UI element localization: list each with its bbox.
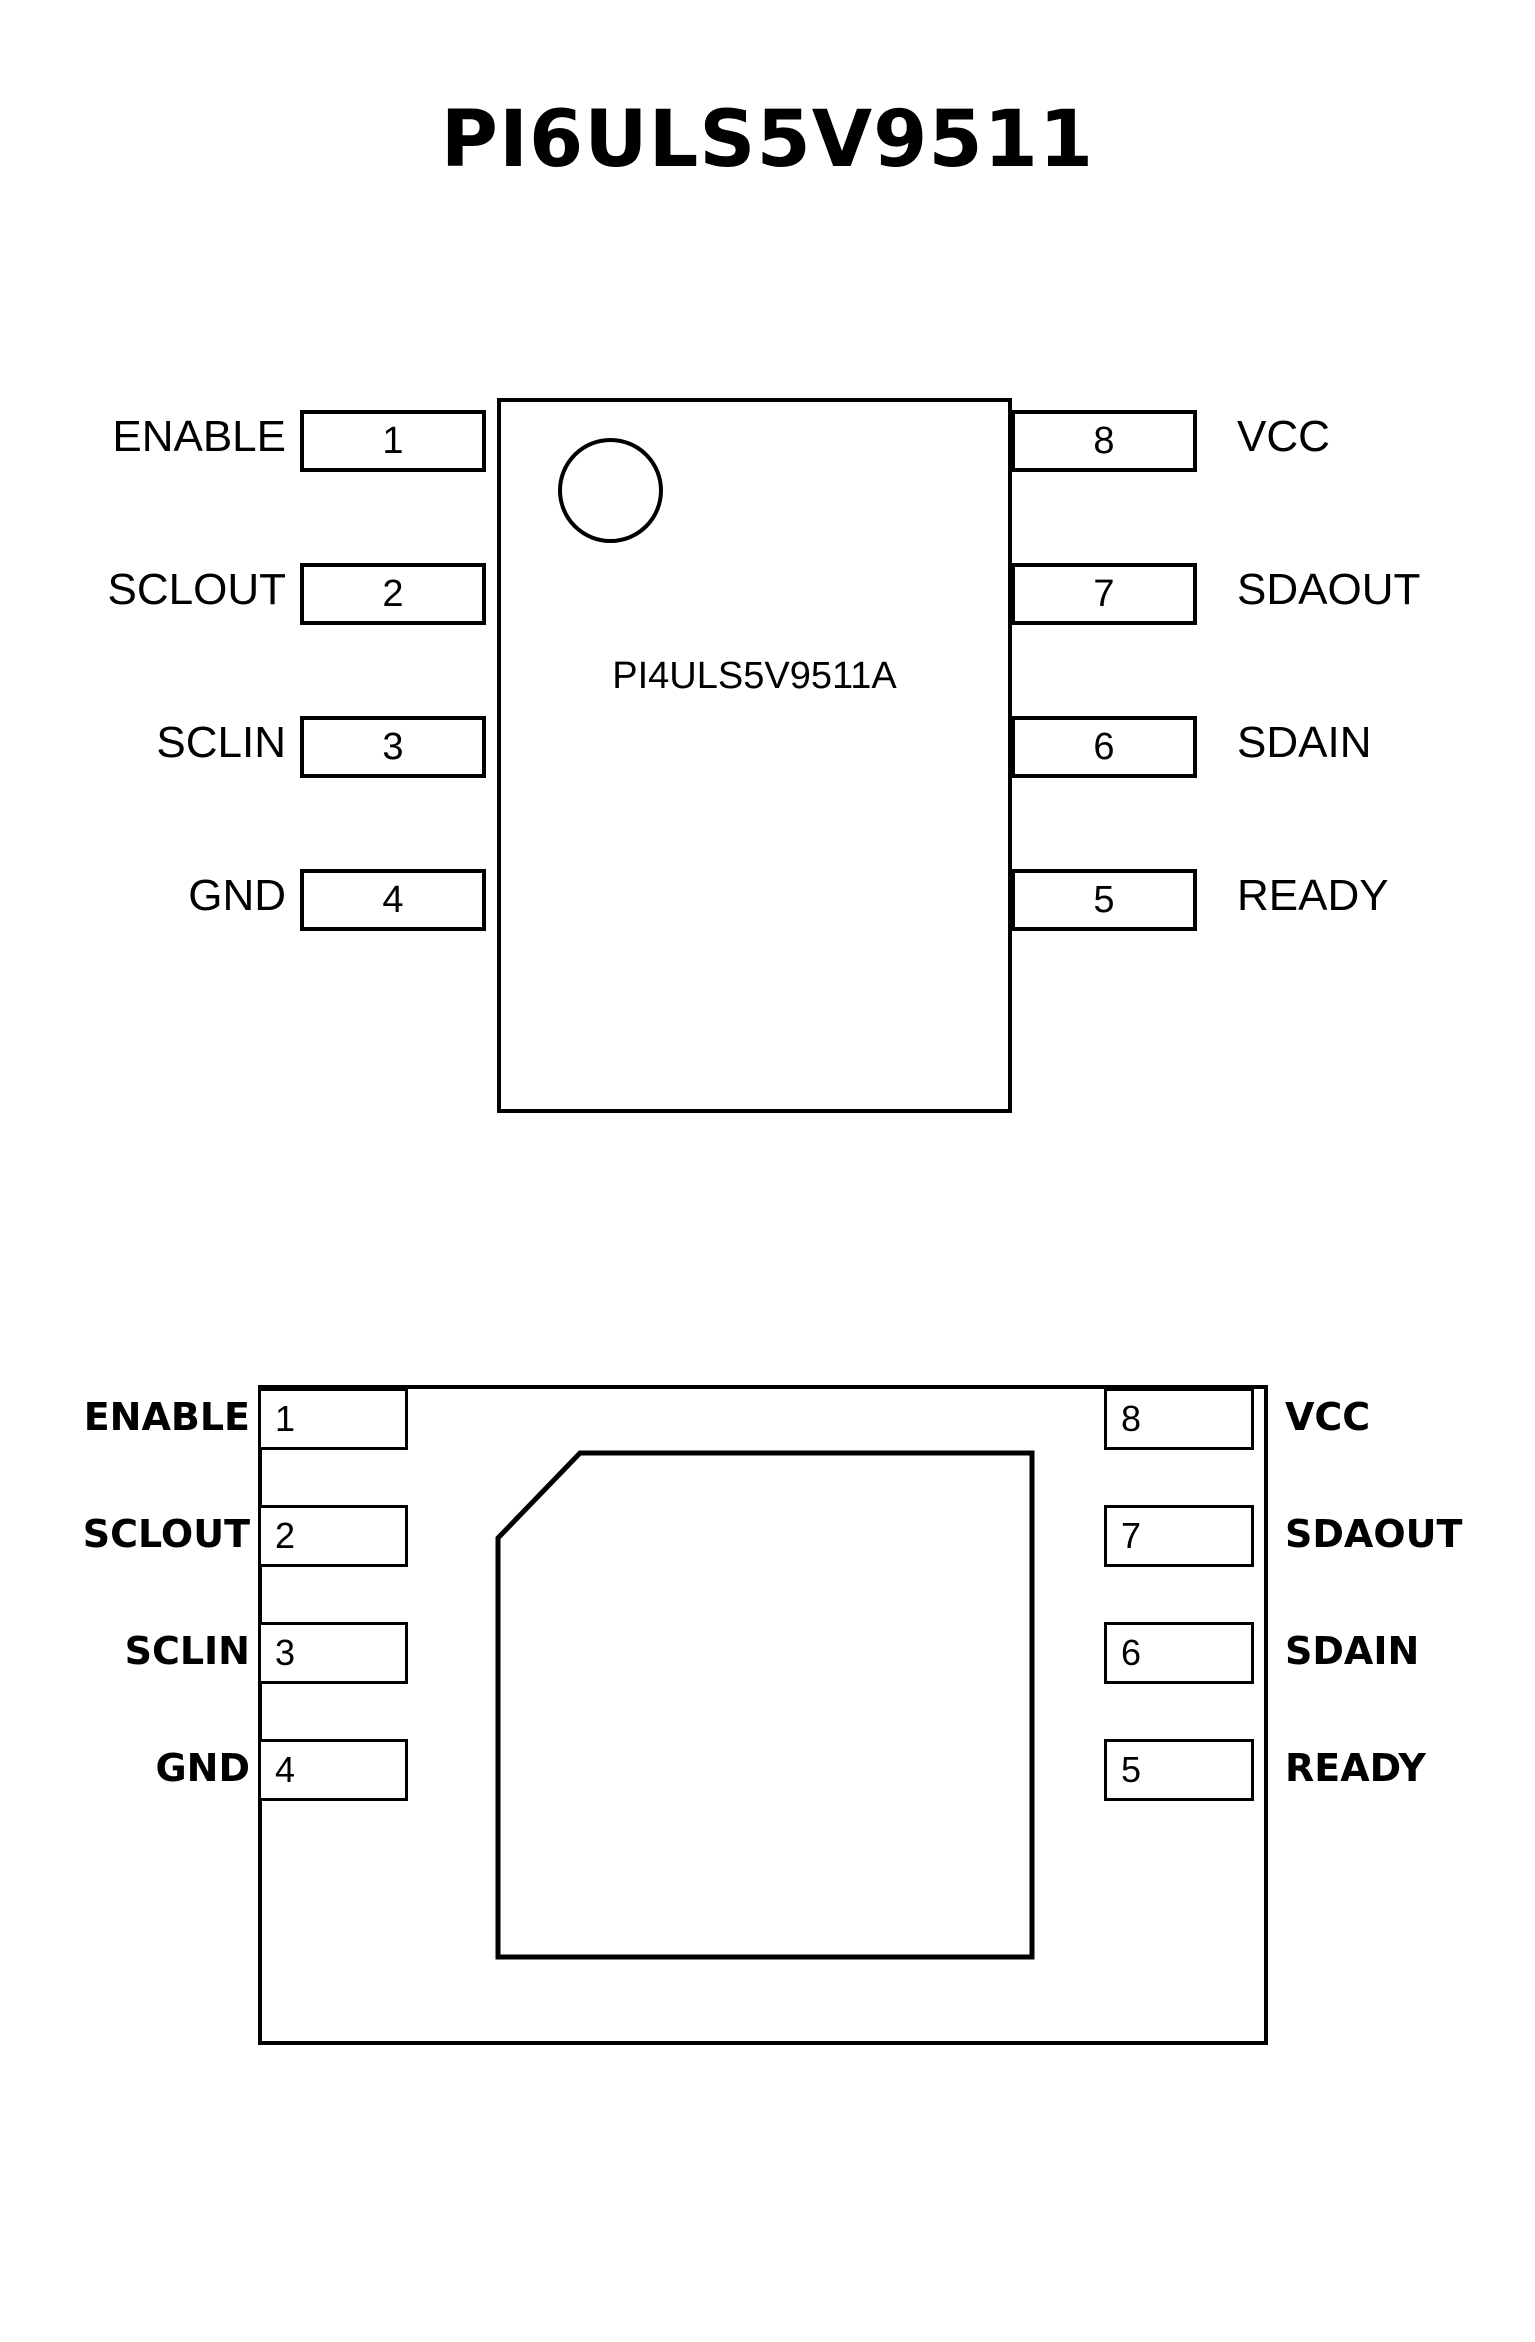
dfn-pin-8: 8 <box>1104 1388 1254 1450</box>
soic-label-sdaout: SDAOUT <box>1237 565 1421 614</box>
dfn-label-sdaout: SDAOUT <box>1285 1512 1463 1556</box>
soic-part-number: PI4ULS5V9511A <box>612 655 897 697</box>
soic-package-diagram <box>0 360 1535 1150</box>
dfn-thermal-pad-icon <box>495 1450 1035 1960</box>
soic-label-enable: ENABLE <box>112 412 286 461</box>
dfn-pin-4: 4 <box>258 1739 408 1801</box>
soic-pin-6: 6 <box>1011 716 1197 778</box>
soic-pin-4: 4 <box>300 869 486 931</box>
soic-pin-5: 5 <box>1011 869 1197 931</box>
soic-label-gnd: GND <box>188 871 286 920</box>
soic-pin-1: 1 <box>300 410 486 472</box>
dfn-pin-5: 5 <box>1104 1739 1254 1801</box>
dfn-label-enable: ENABLE <box>83 1395 250 1439</box>
dfn-label-sdain: SDAIN <box>1285 1629 1420 1673</box>
dfn-pin-3: 3 <box>258 1622 408 1684</box>
dfn-label-ready: READY <box>1285 1746 1426 1790</box>
dfn-pin-7: 7 <box>1104 1505 1254 1567</box>
dfn-pin-2: 2 <box>258 1505 408 1567</box>
soic-label-ready: READY <box>1237 871 1389 920</box>
soic-pin-3: 3 <box>300 716 486 778</box>
dfn-label-sclin: SCLIN <box>124 1629 250 1673</box>
soic-pin-7: 7 <box>1011 563 1197 625</box>
dfn-pin-6: 6 <box>1104 1622 1254 1684</box>
soic-pin-8: 8 <box>1011 410 1197 472</box>
soic-label-sclin: SCLIN <box>156 718 286 767</box>
dfn-label-vcc: VCC <box>1285 1395 1371 1439</box>
dfn-pin-1: 1 <box>258 1388 408 1450</box>
soic-label-sdain: SDAIN <box>1237 718 1372 767</box>
soic-label-sclout: SCLOUT <box>107 565 286 614</box>
page-title: PI6ULS5V9511 <box>440 95 1095 185</box>
dfn-label-gnd: GND <box>155 1746 250 1790</box>
dfn-package-diagram <box>0 1340 1535 2160</box>
pin-1-dot-icon <box>558 438 663 543</box>
dfn-label-sclout: SCLOUT <box>82 1512 250 1556</box>
soic-pin-2: 2 <box>300 563 486 625</box>
soic-label-vcc: VCC <box>1237 412 1330 461</box>
